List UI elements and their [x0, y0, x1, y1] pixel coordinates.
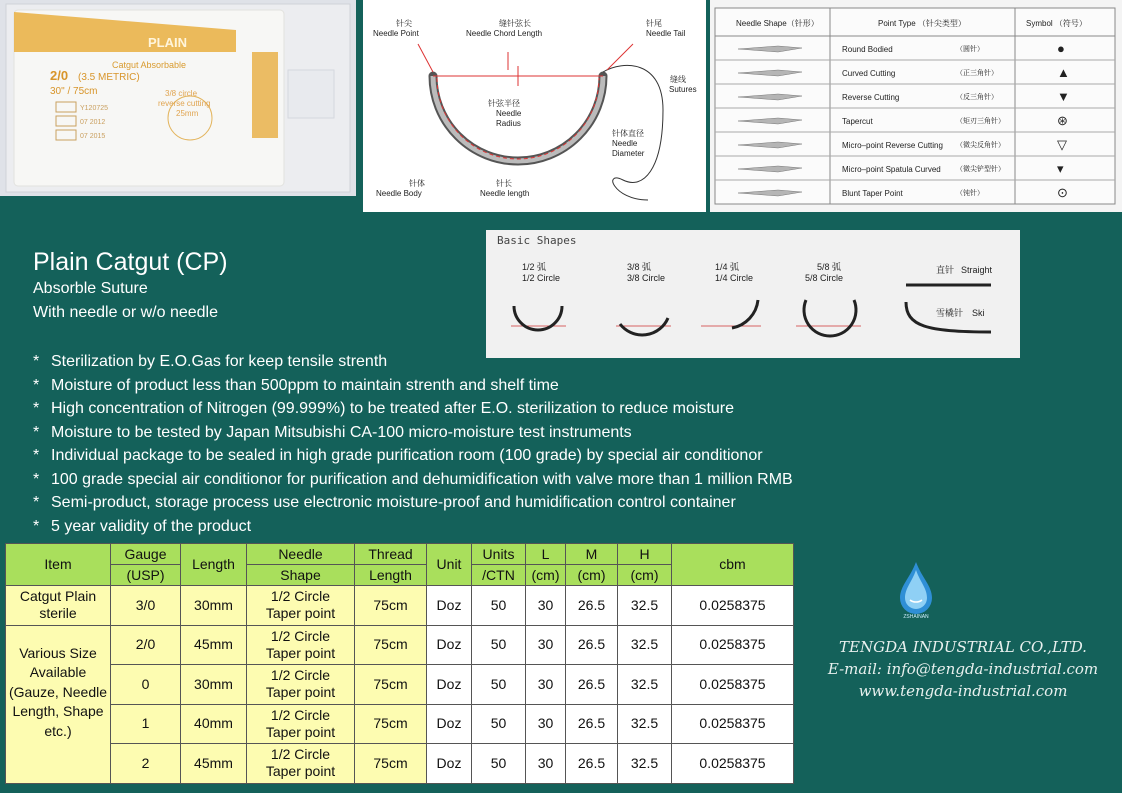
- table-row: [6, 744, 794, 784]
- feature-text: Individual package to be sealed in high grade purification room (100 grade) by special air conditionor: [51, 447, 763, 464]
- feature-text: Semi-product, storage process use electronic moisture-proof and humidification control container: [51, 494, 736, 511]
- needle-shape-line1: 1/2 Circle: [270, 627, 331, 644]
- basic-shapes-panel: [486, 230, 1020, 358]
- th-ctn: /CTN: [472, 565, 526, 586]
- company-name: TENGDA INDUSTRIAL CO.,LTD.: [839, 638, 1087, 656]
- cell-unit: Doz: [427, 704, 472, 744]
- th-needle: Needle: [247, 544, 355, 565]
- diagram-chord-en: Needle Chord Length: [466, 29, 543, 38]
- point-type-name: Micro–point Reverse Cutting: [842, 141, 943, 150]
- diagram-diameter-en2: Diameter: [612, 149, 645, 158]
- cell-needle-shape: [247, 744, 355, 784]
- th-item: Item: [6, 544, 111, 586]
- shape-half-arc: [514, 306, 562, 330]
- point-type-cn: （正三角针）: [956, 70, 998, 77]
- feature-text: Moisture of product less than 500ppm to maintain strenth and shelf time: [51, 376, 559, 394]
- point-type-name: Blunt Taper Point: [842, 189, 903, 198]
- feature-item: [33, 491, 793, 515]
- feature-list: [33, 350, 793, 538]
- shape-straight-en: Straight: [961, 265, 993, 275]
- shape-58-arc: [804, 300, 856, 336]
- cell-units-ctn: 50: [472, 665, 526, 705]
- basic-shapes-title: Basic Shapes: [497, 234, 577, 247]
- cell-h: 32.5: [618, 665, 672, 705]
- th-m-cm: (cm): [566, 565, 618, 586]
- diagram-radius-en2: Radius: [496, 119, 521, 128]
- cell-cbm: 0.0258375: [672, 744, 794, 784]
- feature-text: Moisture to be tested by Japan Mitsubishi CA-100 micro-moisture test instruments: [51, 423, 632, 441]
- cell-units-ctn: 50: [472, 704, 526, 744]
- cell-length: 30mm: [181, 586, 247, 626]
- point-type-cn: （微尖铲型针）: [956, 166, 1005, 173]
- point-type-name: Micro–point Spatula Curved: [842, 165, 941, 174]
- needle-shape-line2: Taper point: [265, 644, 336, 661]
- shape-straight-cn: 直针: [936, 265, 955, 275]
- item-name-line2: sterile: [39, 605, 77, 621]
- bullet-star-icon: *: [33, 494, 40, 511]
- th-usp: (USP): [111, 565, 181, 586]
- cell-h: 32.5: [618, 625, 672, 665]
- th-l: L: [526, 544, 566, 565]
- product-subtitle-1: Absorble Suture: [33, 280, 148, 297]
- feature-text: High concentration of Nitrogen (99.999%) to be treated after E.O. sterilization to reduce moisture: [51, 400, 735, 417]
- needle-shape-line1: 1/2 Circle: [270, 667, 331, 684]
- cell-needle-shape: [247, 704, 355, 744]
- package-needle-1: 3/8 circle: [165, 89, 198, 98]
- cell-h: 32.5: [618, 744, 672, 784]
- cell-unit: Doz: [427, 625, 472, 665]
- company-email[interactable]: E-mail: info@tengda-industrial.com: [827, 660, 1099, 678]
- diagram-body-en: Needle Body: [376, 189, 422, 198]
- needle-shape-line2: Taper point: [265, 763, 336, 780]
- table-row: [6, 586, 794, 626]
- cell-needle-shape: [247, 586, 355, 626]
- table-row: [6, 665, 794, 705]
- diagram-sutures-cn: 缝线: [670, 75, 686, 84]
- bullet-star-icon: *: [33, 470, 40, 488]
- package-needle-3: 25mm: [176, 109, 199, 118]
- shape-half-cn: 1/2 弧: [522, 262, 547, 272]
- cell-thread-length: 75cm: [355, 625, 427, 665]
- package-lot: Y120725: [80, 105, 109, 112]
- cell-cbm: 0.0258375: [672, 625, 794, 665]
- cell-cbm: 0.0258375: [672, 665, 794, 705]
- cell-length: 45mm: [181, 625, 247, 665]
- pt-header-type: Point Type （针尖类型）: [878, 19, 966, 28]
- diagram-length-cn: 针长: [496, 179, 512, 188]
- point-type-name: Round Bodied: [842, 45, 893, 54]
- cell-thread-length: 75cm: [355, 704, 427, 744]
- diagram-chord-cn: 缝针弦长: [499, 19, 531, 28]
- th-h-cm: (cm): [618, 565, 672, 586]
- shape-38-en: 3/8 Circle: [627, 273, 666, 283]
- item-cell: [6, 586, 111, 626]
- feature-item: [33, 515, 793, 539]
- cell-unit: Doz: [427, 744, 472, 784]
- cell-thread-length: 75cm: [355, 586, 427, 626]
- shape-14-arc: [732, 300, 758, 328]
- point-type-symbol: ●: [1057, 41, 1065, 56]
- item-name-line1: Catgut Plain: [19, 588, 97, 604]
- cell-gauge: 0: [111, 665, 181, 705]
- pt-header-symbol: Symbol （符号）: [1026, 19, 1087, 28]
- feature-item: [33, 444, 793, 468]
- logo-text: ZSHAINAN: [903, 614, 929, 620]
- cell-thread-length: 75cm: [355, 744, 427, 784]
- th-h: H: [618, 544, 672, 565]
- needle-shape-line2: Taper point: [265, 605, 336, 622]
- point-type-cn: （钝针）: [956, 190, 984, 197]
- cell-length: 45mm: [181, 744, 247, 784]
- bullet-star-icon: *: [33, 423, 40, 441]
- cell-cbm: 0.0258375: [672, 586, 794, 626]
- point-type-cn: （微尖反角针）: [956, 142, 1005, 149]
- product-subtitle-2: With needle or w/o needle: [33, 304, 218, 321]
- point-type-symbol: ▲: [1057, 65, 1070, 80]
- tengda-logo: [896, 560, 936, 620]
- shape-ski-en: Ski: [972, 308, 985, 318]
- shape-14-en: 1/4 Circle: [715, 273, 754, 283]
- package-length: 30" / 75cm: [50, 86, 98, 97]
- th-length: Length: [181, 544, 247, 586]
- diagram-radius-cn: 针弦半径: [488, 99, 520, 108]
- package-needle-2: reverse cutting: [158, 99, 211, 108]
- th-thread: Thread: [355, 544, 427, 565]
- cell-gauge: 1: [111, 704, 181, 744]
- feature-text: 5 year validity of the product: [51, 517, 252, 535]
- diagram-point-cn: 针尖: [396, 19, 412, 28]
- cell-units-ctn: 50: [472, 625, 526, 665]
- cell-l: 30: [526, 625, 566, 665]
- bullet-star-icon: *: [33, 447, 40, 464]
- cell-needle-shape: [247, 665, 355, 705]
- cell-h: 32.5: [618, 586, 672, 626]
- point-type-name: Reverse Cutting: [842, 93, 900, 102]
- feature-item: [33, 374, 793, 398]
- cell-cbm: 0.0258375: [672, 704, 794, 744]
- th-cbm: cbm: [672, 544, 794, 586]
- diagram-tail-cn: 针尾: [646, 19, 662, 28]
- point-type-symbol: ⊙: [1057, 185, 1068, 200]
- feature-item: [33, 397, 793, 421]
- company-website[interactable]: www.tengda-industrial.com: [858, 682, 1068, 700]
- cell-m: 26.5: [566, 744, 618, 784]
- needle-point-types-table: [710, 0, 1122, 212]
- cell-unit: Doz: [427, 586, 472, 626]
- package-size: 2/0: [50, 68, 69, 83]
- bullet-star-icon: *: [33, 353, 40, 370]
- company-info: [820, 636, 1106, 702]
- th-units: Units: [472, 544, 526, 565]
- cell-gauge: 2: [111, 744, 181, 784]
- needle-shape-line1: 1/2 Circle: [270, 588, 331, 605]
- cell-l: 30: [526, 704, 566, 744]
- shape-14-cn: 1/4 弧: [715, 262, 740, 272]
- needle-shape-line1: 1/2 Circle: [270, 746, 331, 763]
- point-type-symbol: ▽: [1057, 137, 1067, 152]
- feature-item: [33, 421, 793, 445]
- item-note-cell: [6, 625, 111, 783]
- diagram-body-cn: 针体: [409, 179, 425, 188]
- table-row: [6, 704, 794, 744]
- shape-half-en: 1/2 Circle: [522, 273, 561, 283]
- cell-l: 30: [526, 665, 566, 705]
- th-gauge: Gauge: [111, 544, 181, 565]
- diagram-diameter-en1: Needle: [612, 139, 638, 148]
- needle-shape-line1: 1/2 Circle: [270, 706, 331, 723]
- shape-ski-cn: 雪橇针: [936, 308, 964, 318]
- cell-l: 30: [526, 744, 566, 784]
- point-type-name: Tapercut: [842, 117, 873, 126]
- point-type-symbol: ▼: [1057, 89, 1070, 104]
- th-unit: Unit: [427, 544, 472, 586]
- package-mfg: 07 2012: [80, 119, 106, 126]
- cell-gauge: 3/0: [111, 586, 181, 626]
- cell-unit: Doz: [427, 665, 472, 705]
- th-shape: Shape: [247, 565, 355, 586]
- th-thread-length: Length: [355, 565, 427, 586]
- cell-m: 26.5: [566, 665, 618, 705]
- cell-m: 26.5: [566, 704, 618, 744]
- cell-h: 32.5: [618, 704, 672, 744]
- cell-needle-shape: [247, 625, 355, 665]
- point-type-symbol: ⊛: [1057, 113, 1068, 128]
- point-type-name: Curved Cutting: [842, 69, 896, 78]
- shape-38-arc: [620, 318, 668, 335]
- product-title: Plain Catgut (CP): [33, 248, 228, 276]
- th-m: M: [566, 544, 618, 565]
- diagram-length-en: Needle length: [480, 189, 530, 198]
- th-l-cm: (cm): [526, 565, 566, 586]
- package-brand: PLAIN: [148, 35, 187, 50]
- cell-m: 26.5: [566, 586, 618, 626]
- bullet-star-icon: *: [33, 400, 40, 417]
- needle-shape-line2: Taper point: [265, 723, 336, 740]
- diagram-diameter-cn: 针体直径: [612, 129, 644, 138]
- bullet-star-icon: *: [33, 517, 40, 535]
- package-exp: 07 2015: [80, 133, 106, 140]
- shape-58-en: 5/8 Circle: [805, 273, 844, 283]
- bullet-star-icon: *: [33, 376, 40, 394]
- feature-item: [33, 468, 793, 492]
- table-row: [6, 625, 794, 665]
- point-type-cn: （反三角针）: [956, 94, 998, 101]
- diagram-radius-en1: Needle: [496, 109, 522, 118]
- shape-58-cn: 5/8 弧: [817, 262, 842, 272]
- diagram-tail-en: Needle Tail: [646, 29, 686, 38]
- product-spec-table: [5, 543, 794, 784]
- cell-length: 40mm: [181, 704, 247, 744]
- cell-units-ctn: 50: [472, 744, 526, 784]
- package-photo: [0, 0, 356, 196]
- cell-gauge: 2/0: [111, 625, 181, 665]
- item-note-text: Various Size Available (Gauze, Needle Length, Shape etc.): [8, 644, 108, 739]
- cell-thread-length: 75cm: [355, 665, 427, 705]
- package-type: Catgut Absorbable: [112, 60, 187, 70]
- feature-text: Sterilization by E.O.Gas for keep tensile strenth: [51, 353, 388, 370]
- needle-shape-line2: Taper point: [265, 684, 336, 701]
- point-type-cn: （圆针）: [956, 46, 984, 53]
- point-type-symbol: ▾: [1057, 161, 1064, 176]
- cell-l: 30: [526, 586, 566, 626]
- needle-anatomy-diagram: [363, 0, 706, 212]
- point-type-cn: （矩刃三角针）: [956, 118, 1005, 125]
- diagram-point-en: Needle Point: [373, 29, 419, 38]
- feature-text: 100 grade special air conditionor for purification and dehumidification with valve more than 1 million RMB: [51, 470, 793, 488]
- pt-header-shape: Needle Shape（针形）: [736, 19, 819, 28]
- diagram-sutures-en: Sutures: [669, 85, 697, 94]
- shape-38-cn: 3/8 弧: [627, 262, 652, 272]
- feature-item: [33, 350, 793, 374]
- cell-units-ctn: 50: [472, 586, 526, 626]
- package-metric: (3.5 METRIC): [78, 72, 140, 83]
- cell-m: 26.5: [566, 625, 618, 665]
- cell-length: 30mm: [181, 665, 247, 705]
